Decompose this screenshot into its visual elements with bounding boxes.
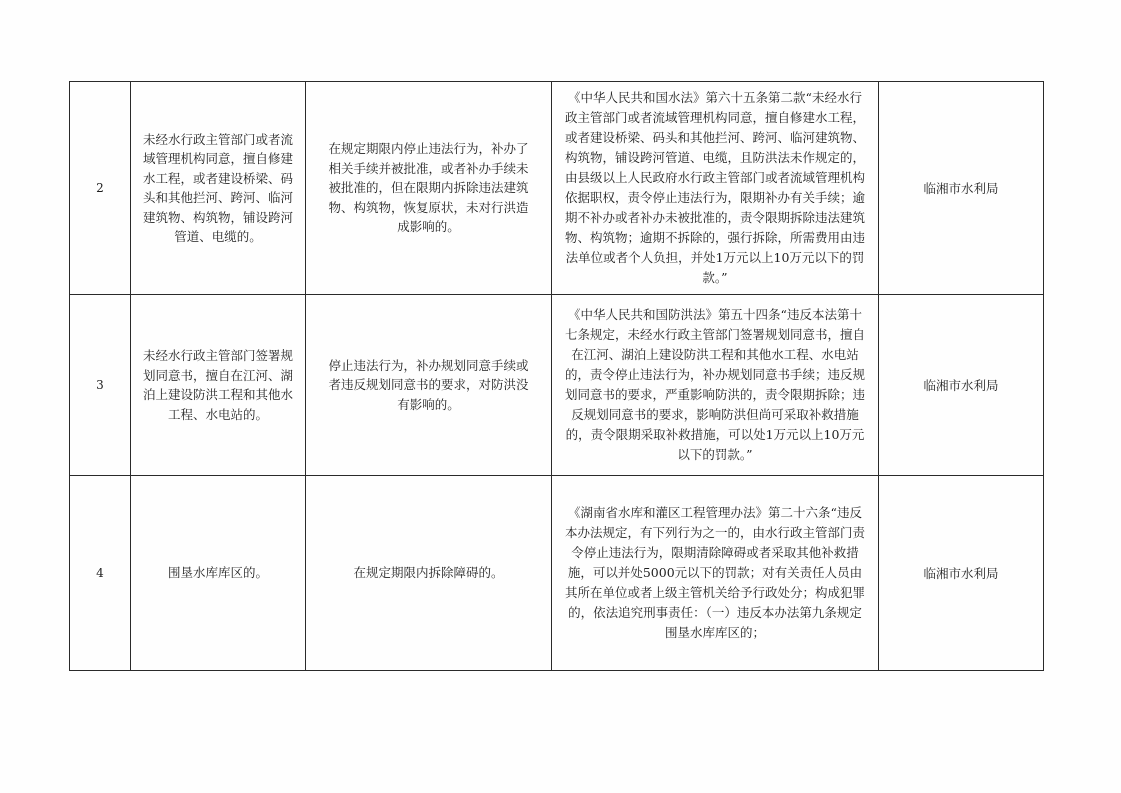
row-number-cell bbox=[70, 476, 131, 671]
agency-cell bbox=[879, 295, 1044, 476]
legal-basis-text: 《湖南省水库和灌区工程管理办法》第二十六条“违反本办法规定，有下列行为之一的，由水行政主管部门责令停止违法行为，限期清除障碍或者采取其他补救措施，可以并处5000元以下的罚款；对有关责任人员由其所在单位或者上级主管机关给予行政处分；构成犯罪的，依法追究刑事责任：（一）违反本办法第九条规定围垦水库库区的； bbox=[565, 505, 866, 640]
row-number-cell bbox=[70, 82, 131, 295]
legal-basis-cell bbox=[552, 82, 879, 295]
violation-text: 未经水行政主管部门签署规划同意书，擅自在江河、湖泊上建设防洪工程和其他水工程、水电站的。 bbox=[143, 348, 294, 422]
legal-basis-text: 《中华人民共和国水法》第六十五条第二款“未经水行政主管部门或者流域管理机构同意，擅自修建水工程，或者建设桥梁、码头和其他拦河、跨河、临河建筑物、构筑物，铺设跨河管道、电缆，且防洪法未作规定的，由县级以上人民政府水行政主管部门或者流域管理机构依据职权，责令停止违法行为，限期补办有关手续；逾期不补办或者补办未被批准的，责令限期拆除违法建筑物、构筑物；逾期不拆除的，强行拆除，所需费用由违法单位或者个人负担，并处1万元以上10万元以下的罚款。” bbox=[565, 90, 866, 285]
row-number: 3 bbox=[96, 378, 104, 392]
condition-cell bbox=[306, 82, 552, 295]
agency-text: 临湘市水利局 bbox=[923, 181, 999, 196]
agency-text: 临湘市水利局 bbox=[923, 566, 999, 581]
legal-basis-text: 《中华人民共和国防洪法》第五十四条“违反本法第十七条规定，未经水行政主管部门签署规划同意书，擅自在江河、湖泊上建设防洪工程和其他水工程、水电站的，责令停止违法行为，补办规划同意书手续；违反规划同意书的要求，严重影响防洪的，责令限期拆除；违反规划同意书的要求，影响防洪但尚可采取补救措施的，责令限期采取补救措施，可以处1万元以上10万元以下的罚款。” bbox=[565, 307, 866, 462]
condition-text: 停止违法行为，补办规划同意手续或者违反规划同意书的要求，对防洪没有影响的。 bbox=[328, 357, 529, 412]
agency-cell bbox=[879, 82, 1044, 295]
legal-basis-cell bbox=[552, 476, 879, 671]
condition-text: 在规定期限内拆除障碍的。 bbox=[353, 565, 504, 581]
enforcement-table bbox=[69, 81, 1044, 671]
violation-text: 围垦水库库区的。 bbox=[167, 565, 268, 581]
agency-text: 临湘市水利局 bbox=[923, 378, 999, 393]
row-number: 2 bbox=[96, 181, 104, 195]
agency-cell bbox=[879, 476, 1044, 671]
row-number: 4 bbox=[96, 566, 104, 580]
condition-text: 在规定期限内停止违法行为，补办了相关手续并被批准，或者补办手续未被批准的，但在限期内拆除违法建筑物、构筑物，恢复原状，未对行洪造成影响的。 bbox=[328, 141, 529, 235]
condition-cell bbox=[306, 295, 552, 476]
violation-text: 未经水行政主管部门或者流域管理机构同意，擅自修建水工程，或者建设桥梁、码头和其他拦河、跨河、临河建筑物、构筑物，铺设跨河管道、电缆的。 bbox=[143, 131, 294, 244]
table-row bbox=[70, 476, 1044, 671]
violation-cell bbox=[131, 82, 306, 295]
table-row bbox=[70, 82, 1044, 295]
violation-cell bbox=[131, 476, 306, 671]
violation-cell bbox=[131, 295, 306, 476]
legal-basis-cell bbox=[552, 295, 879, 476]
condition-cell bbox=[306, 476, 552, 671]
table-row bbox=[70, 295, 1044, 476]
row-number-cell bbox=[70, 295, 131, 476]
